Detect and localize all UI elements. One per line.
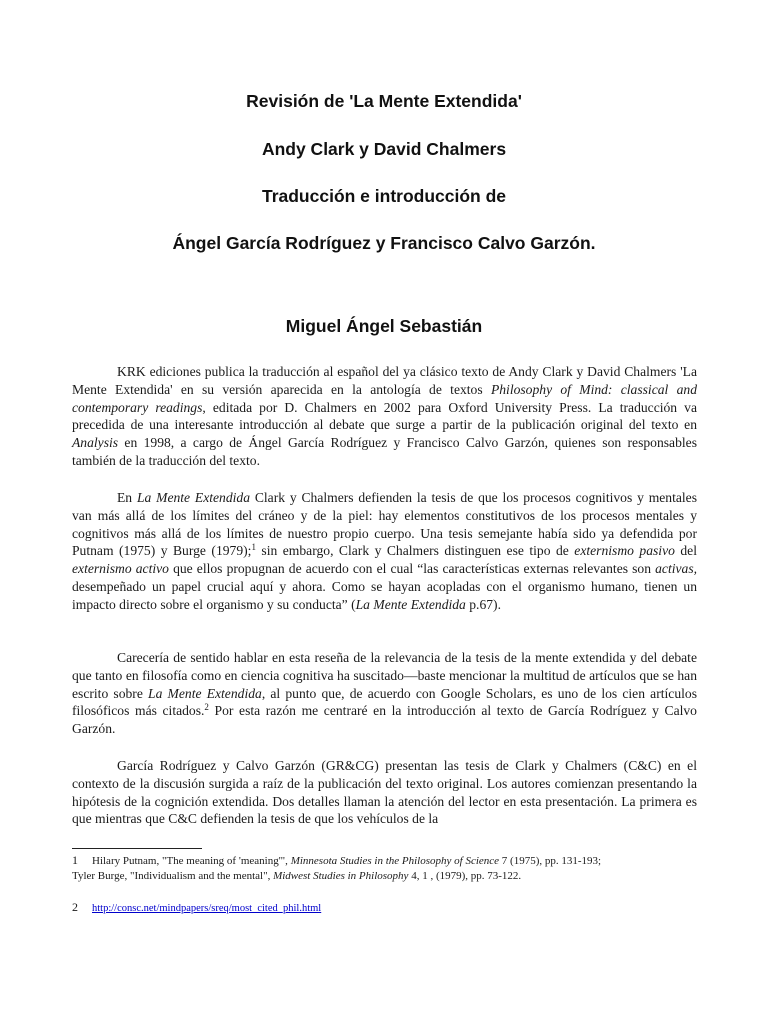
translation-line: Traducción e introducción de [261, 186, 507, 206]
footnote-number: 1 [72, 853, 78, 867]
footnote-separator [72, 848, 202, 849]
document-title: Revisión de 'La Mente Extendida' [246, 91, 522, 111]
footnote-2 [72, 900, 712, 916]
translators: Ángel García Rodríguez y Francisco Calvo Garzón. [172, 233, 596, 253]
paragraph-3: Carecería de sentido hablar en esta reseña de la relevancia de la tesis de la mente extendida y del debate que tanto en filosofía como en ciencia cognitiva ha suscitado—baste mencionar la multitud de artículos que se han escrito sobre La Mente Extendida, al punto que, de acuerdo con Google Scholars, es uno de los cien artículos filosóficos más citados.$^2$ Por esta razón me centraré en la introducción al texto de García Rodríguez y Calvo Garzón. [72, 650, 697, 737]
paragraph-1: KRK ediciones publica la traducción al español del ya clásico texto de Andy Clark y David Chalmers 'La Mente Extendida' en su versión aparecida en la antología de textos Philosophy of Mind: classical and contemporary readings, editada por D. Chalmers en 2002 para Oxford University Press. La traducción va precedida de una interesante introducción al debate que surge a partir de la publicación original del texto en Analysis en 1998, a cargo de Ángel García Rodríguez y Francisco Calvo Garzón, quienes son responsables también de la traducción del texto. [72, 364, 697, 468]
footnote-link[interactable]: http://consc.net/mindpapers/sreq/most_cited_phil.html [92, 903, 322, 914]
paragraph-4: García Rodríguez y Calvo Garzón (GR&CG) presentan las tesis de Clark y Chalmers (C&C) en el contexto de la discusión surgida a raíz de la publicación del texto original. Los autores comienzan presentando la hipótesis de la cognición extendida. Dos detalles llaman la atención del lector en esta presentación. La primera es que mientras que C&C defienden la tesis de que los vehículos de la [72, 758, 697, 827]
original-authors: Andy Clark y David Chalmers [261, 139, 507, 159]
footnote-number: 2 [72, 900, 78, 914]
footnote-ref-2[interactable]: 2 [204, 702, 209, 713]
reviewer-name: Miguel Ángel Sebastián [285, 316, 483, 336]
footnote-ref-1[interactable]: 1 [251, 542, 256, 553]
footnote-1: 1 Hilary Putnam, "The meaning of 'meaning'", Minnesota Studies in the Philosophy of Science 7 (1975), pp. 131-193; Tyler Burge, "Individualism and the mental", Midwest Studies in Philosophy 4, 1 , (1979), pp. 73-122. [72, 853, 602, 882]
paragraph-2: En La Mente Extendida Clark y Chalmers defienden la tesis de que los procesos cognitivos y mentales van más allá de los límites del cráneo y de la piel: hay elementos constitutivos de los procesos mentales y cognitivos más allá de los límites de nuestro propio cuerpo. Una tesis semejante había sido ya defendida por Putnam (1975) y Burge (1979);$^1$ sin embargo, Clark y Chalmers distinguen ese tipo de externismo pasivo del externismo activo que ellos propugnan de acuerdo con el cual “las características externas relevantes son activas, desempeñado un papel crucial aquí y ahora. Como se hayan acopladas con el organismo humano, tienen un impacto directo sobre el organismo y su conducta” (La Mente Extendida p.67). [72, 490, 698, 612]
